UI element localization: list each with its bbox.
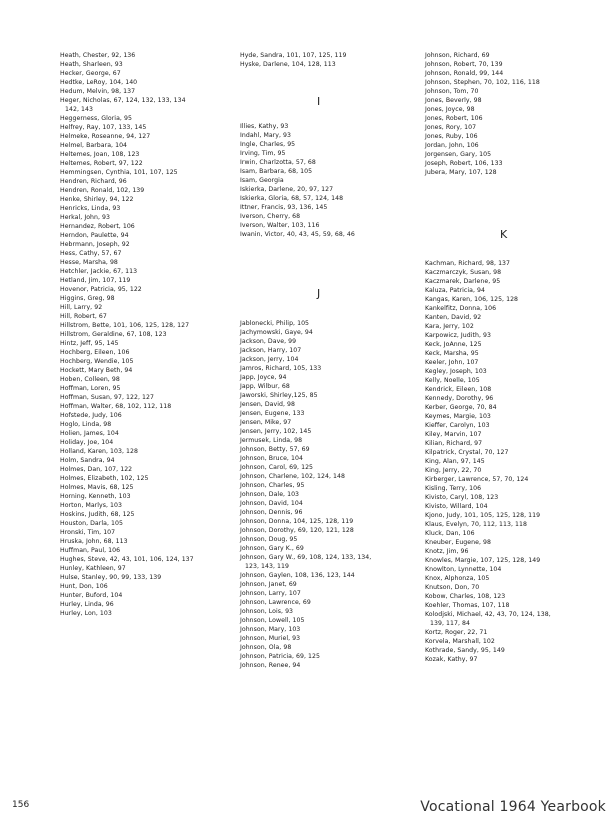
index-entry: Jachymowski, Gaye, 94 bbox=[240, 329, 313, 336]
index-entry: Kobow, Charles, 108, 123 bbox=[425, 593, 506, 600]
index-entry: Johnson, Patricia, 69, 125 bbox=[240, 653, 321, 660]
index-entry: Jensen, David, 98 bbox=[240, 401, 295, 408]
index-entry: Jones, Beverly, 98 bbox=[425, 97, 482, 104]
index-entry: Kerber, George, 70, 84 bbox=[425, 404, 497, 411]
index-entry: Herndon, Paulette, 94 bbox=[60, 232, 129, 239]
index-entry: Johnson, Ola, 98 bbox=[240, 644, 292, 651]
index-entry: Kneuber, Eugene, 98 bbox=[425, 539, 491, 546]
index-entry: Holmes, Dan, 107, 122 bbox=[60, 466, 133, 473]
index-entry: Helmel, Barbara, 104 bbox=[60, 142, 128, 149]
index-entry: Jordan, John, 106 bbox=[425, 142, 479, 149]
index-entry: Knox, Alphonza, 105 bbox=[425, 575, 490, 582]
index-entry: Jones, Rory, 107 bbox=[425, 124, 477, 131]
index-entry: Kegley, Joseph, 103 bbox=[425, 368, 487, 375]
index-entry: Johnson, Renee, 94 bbox=[240, 662, 301, 669]
index-entry: Kiley, Marvin, 107 bbox=[425, 431, 482, 438]
index-entry: Hoffman, Loren, 95 bbox=[60, 385, 121, 392]
index-entry: Kivisto, Willard, 104 bbox=[425, 503, 488, 510]
index-entry: Kisling, Terry, 106 bbox=[425, 485, 482, 492]
section-letter: J bbox=[317, 287, 321, 300]
index-entry: Johnson, Bruce, 104 bbox=[240, 455, 303, 462]
index-entry: Kolodjski, Michael, 42, 43, 70, 124, 138, 139, 117, 84 bbox=[425, 611, 551, 627]
index-entry: Indahl, Mary, 93 bbox=[240, 132, 291, 139]
section-letter: K bbox=[500, 228, 508, 241]
index-entry: Jablonecki, Philip, 105 bbox=[240, 320, 310, 327]
index-entry: Hintz, Jeff, 95, 145 bbox=[60, 340, 119, 347]
index-entry: Johnson, Betty, 57, 69 bbox=[240, 446, 310, 453]
index-entry: Hronski, Tim, 107 bbox=[60, 529, 116, 536]
index-entry: Heltemes, Joan, 108, 123 bbox=[60, 151, 140, 158]
index-entry: Johnson, Carol, 69, 125 bbox=[240, 464, 314, 471]
index-entry: Kendrick, Eileen, 108 bbox=[425, 386, 492, 393]
index-entry: Keck, JoAnne, 125 bbox=[425, 341, 482, 348]
index-entry: Heath, Chester, 92, 136 bbox=[60, 52, 136, 59]
index-entry: Jensen, Mike, 97 bbox=[240, 419, 292, 426]
index-entry: Jensen, Eugene, 133 bbox=[240, 410, 305, 417]
index-entry: Hillstrom, Bette, 101, 106, 125, 128, 127 bbox=[60, 322, 190, 329]
index-entry: Kennedy, Dorothy, 96 bbox=[425, 395, 494, 402]
index-entry: Jamros, Richard, 105, 133 bbox=[240, 365, 322, 372]
index-entry: Hochberg, Eileen, 106 bbox=[60, 349, 130, 356]
index-entry: Keeler, John, 107 bbox=[425, 359, 479, 366]
index-entry: Hesse, Marsha, 98 bbox=[60, 259, 118, 266]
index-entry: Kachman, Richard, 98, 137 bbox=[425, 260, 511, 267]
index-entry: Kieffer, Carolyn, 103 bbox=[425, 422, 490, 429]
index-entry: Isam, Barbara, 68, 105 bbox=[240, 168, 313, 175]
index-entry: Koehler, Thomas, 107, 118 bbox=[425, 602, 510, 609]
index-entry: King, Jerry, 22, 70 bbox=[425, 467, 482, 474]
index-entry: Kelly, Noelle, 105 bbox=[425, 377, 480, 384]
index-entry: Hockett, Mary Beth, 94 bbox=[60, 367, 133, 374]
index-entry: Hyde, Sandra, 101, 107, 125, 119 bbox=[240, 52, 347, 59]
index-entry: Johnson, Doug, 95 bbox=[240, 536, 298, 543]
index-entry: Kankelfitz, Donna, 106 bbox=[425, 305, 497, 312]
index-entry: Johnson, Muriel, 93 bbox=[240, 635, 301, 642]
index-entry-continuation: 139, 117, 84 bbox=[430, 620, 470, 627]
index-entry: Johnson, Charlene, 102, 124, 148 bbox=[240, 473, 345, 480]
index-entry: Kaczmarek, Darlene, 95 bbox=[425, 278, 501, 285]
index-entry: Irving, Tim, 95 bbox=[240, 150, 286, 157]
index-entry: Johnson, David, 104 bbox=[240, 500, 303, 507]
index-entry: Horning, Kenneth, 103 bbox=[60, 493, 131, 500]
index-entry: Hecker, George, 67 bbox=[60, 70, 121, 77]
index-entry: Kilian, Richard, 97 bbox=[425, 440, 483, 447]
index-entry: King, Alan, 97, 145 bbox=[425, 458, 485, 465]
index-entry: Knowles, Margie, 107, 125, 128, 149 bbox=[425, 557, 541, 564]
section-letter: I bbox=[317, 95, 321, 108]
index-entry: Knutson, Don, 70 bbox=[425, 584, 480, 591]
index-entry: Johnson, Lawrence, 69 bbox=[240, 599, 311, 606]
index-entry: Knotz, Jim, 96 bbox=[425, 548, 469, 555]
index-entry: Hedtke, LeRoy, 104, 140 bbox=[60, 79, 138, 86]
index-entry: Hoffman, Susan, 97, 122, 127 bbox=[60, 394, 154, 401]
index-entry: Hunley, Kathleen, 97 bbox=[60, 565, 126, 572]
index-entry: Hill, Robert, 67 bbox=[60, 313, 107, 320]
index-entry: Jubera, Mary, 107, 128 bbox=[425, 169, 497, 176]
index-entry: Henke, Shirley, 94, 122 bbox=[60, 196, 134, 203]
index-entry: Johnson, Gary K., 69 bbox=[240, 545, 304, 552]
index-entry: Ingle, Charles, 95 bbox=[240, 141, 296, 148]
index-entry: Kara, Jerry, 102 bbox=[425, 323, 474, 330]
index-entry: Johnson, Tom, 70 bbox=[425, 88, 479, 95]
index-entry: Hemmingsen, Cynthia, 101, 107, 125 bbox=[60, 169, 178, 176]
index-entry: Kothrade, Sandy, 95, 149 bbox=[425, 647, 505, 654]
index-entry: Hochberg, Wendie, 105 bbox=[60, 358, 134, 365]
index-entry: Kaluza, Patricia, 94 bbox=[425, 287, 486, 294]
index-entry: Hurley, Linda, 96 bbox=[60, 601, 114, 608]
index-entry: Karpowicz, Judith, 93 bbox=[425, 332, 491, 339]
index-entry: Johnson, Ronald, 99, 144 bbox=[425, 70, 504, 77]
index-entry: Johnson, Richard, 69 bbox=[425, 52, 490, 59]
index-entry: Jorgensen, Gary, 105 bbox=[425, 151, 492, 158]
index-entry: Hedum, Melvin, 98, 137 bbox=[60, 88, 136, 95]
index-entry: Kivisto, Caryl, 108, 123 bbox=[425, 494, 499, 501]
index-entry: Hill, Larry, 92 bbox=[60, 304, 103, 311]
index-entry: Kangas, Karen, 106, 125, 128 bbox=[425, 296, 519, 303]
index-entry: Johnson, Gaylen, 108, 136, 123, 144 bbox=[240, 572, 355, 579]
index-entry: Holmes, Elizabeth, 102, 125 bbox=[60, 475, 149, 482]
index-entry: Iskierka, Darlene, 20, 97, 127 bbox=[240, 186, 334, 193]
index-entry: Horton, Marlys, 103 bbox=[60, 502, 123, 509]
index-entry: Holiday, Joe, 104 bbox=[60, 439, 114, 446]
index-entry: Henricks, Linda, 93 bbox=[60, 205, 121, 212]
index-entry: Hulse, Stanley, 90, 99, 133, 139 bbox=[60, 574, 162, 581]
index-entry: Jones, Ruby, 106 bbox=[425, 133, 478, 140]
index-entry: Heath, Sharleen, 93 bbox=[60, 61, 123, 68]
index-entry: Hofstede, Judy, 106 bbox=[60, 412, 122, 419]
index-entry: Jackson, Harry, 107 bbox=[240, 347, 302, 354]
index-entry: Hoffman, Walter, 68, 102, 112, 118 bbox=[60, 403, 172, 410]
index-entry: Johnson, Lois, 93 bbox=[240, 608, 294, 615]
index-entry: Johnson, Larry, 107 bbox=[240, 590, 301, 597]
index-entry: Herkal, John, 93 bbox=[60, 214, 110, 221]
index-entry: Holien, James, 104 bbox=[60, 430, 119, 437]
index-entry: Johnson, Donna, 104, 125, 128, 119 bbox=[240, 518, 354, 525]
index-entry: Huffman, Paul, 106 bbox=[60, 547, 121, 554]
index-entry: Heggerness, Gloria, 95 bbox=[60, 115, 132, 122]
page-number: 156 bbox=[12, 800, 30, 810]
index-entry: Irwin, Charlzotta, 57, 68 bbox=[240, 159, 316, 166]
index-entry: Hyske, Darlene, 104, 128, 113 bbox=[240, 61, 336, 68]
index-entry: Hunter, Buford, 104 bbox=[60, 592, 123, 599]
index-entry: Houston, Darla, 105 bbox=[60, 520, 123, 527]
index-entry: Knowlton, Lynnette, 104 bbox=[425, 566, 502, 573]
index-entry: Hunt, Don, 106 bbox=[60, 583, 108, 590]
index-entry: Johnson, Robert, 70, 139 bbox=[425, 61, 503, 68]
index-entry: Keck, Marsha, 95 bbox=[425, 350, 479, 357]
index-entry: Jones, Robert, 106 bbox=[425, 115, 483, 122]
index-entry: Heltemes, Robert, 97, 122 bbox=[60, 160, 143, 167]
index-entry: Jensen, Jerry, 102, 145 bbox=[240, 428, 312, 435]
index-entry: Kozak, Kathy, 97 bbox=[425, 656, 478, 663]
index-entry: Illies, Kathy, 93 bbox=[240, 123, 289, 130]
index-entry: Kaczmarczyk, Susan, 98 bbox=[425, 269, 502, 276]
watermark: Vocational 1964 Yearbook bbox=[420, 799, 606, 815]
index-entry: Jackson, Dave, 99 bbox=[240, 338, 297, 345]
index-entry: Kluck, Dan, 106 bbox=[425, 530, 475, 537]
index-entry: Keymes, Margie, 103 bbox=[425, 413, 491, 420]
index-entry: Johnson, Lowell, 105 bbox=[240, 617, 305, 624]
index-entry: Kanten, David, 92 bbox=[425, 314, 482, 321]
index-entry: Hruska, John, 68, 113 bbox=[60, 538, 128, 545]
index-entry: Kilpatrick, Crystal, 70, 127 bbox=[425, 449, 509, 456]
index-entry: Kirberger, Lawrence, 57, 70, 124 bbox=[425, 476, 529, 483]
index-entry-continuation: 123, 143, 119 bbox=[245, 563, 289, 570]
index-entry: Hovenor, Patricia, 95, 122 bbox=[60, 286, 142, 293]
index-entry: Ittner, Francis, 93, 136, 145 bbox=[240, 204, 328, 211]
index-entry: Hetland, Jim, 107, 119 bbox=[60, 277, 131, 284]
index-entry: Japp, Wilbur, 68 bbox=[240, 383, 290, 390]
index-entry-continuation: 142, 143 bbox=[65, 106, 93, 113]
index-entry: Holland, Karen, 103, 128 bbox=[60, 448, 139, 455]
index-entry: Hebrmann, Joseph, 92 bbox=[60, 241, 130, 248]
index-entry: Hess, Cathy, 57, 67 bbox=[60, 250, 122, 257]
index-entry: Hetchler, Jackie, 67, 113 bbox=[60, 268, 138, 275]
index-entry: Iverson, Walter, 103, 116 bbox=[240, 222, 320, 229]
index-entry: Kjono, Judy, 101, 105, 125, 128, 119 bbox=[425, 512, 541, 519]
index-entry: Hughes, Steve, 42, 43, 101, 106, 124, 137 bbox=[60, 556, 194, 563]
index-entry: Hillstrom, Geraldine, 67, 108, 123 bbox=[60, 331, 167, 338]
index-entry: Korvela, Marshall, 102 bbox=[425, 638, 495, 645]
index-entry: Iverson, Cherry, 68 bbox=[240, 213, 301, 220]
index-entry: Helmeke, Roseanne, 94, 127 bbox=[60, 133, 151, 140]
index-entry: Johnson, Stephen, 70, 102, 116, 118 bbox=[425, 79, 540, 86]
index-entry: Johnson, Dorothy, 69, 120, 121, 128 bbox=[240, 527, 354, 534]
index-entry: Jermusek, Linda, 98 bbox=[240, 437, 303, 444]
index-entry: Holmes, Mavis, 68, 125 bbox=[60, 484, 134, 491]
index-entry: Isam, Georgia bbox=[240, 177, 284, 184]
index-entry: Johnson, Janet, 69 bbox=[240, 581, 297, 588]
index-entry: Kortz, Roger, 22, 71 bbox=[425, 629, 488, 636]
index-entry: Johnson, Dale, 103 bbox=[240, 491, 300, 498]
index-entry: Holm, Sandra, 94 bbox=[60, 457, 115, 464]
index-entry: Johnson, Gary W., 69, 108, 124, 133, 134, 123, 143, 119 bbox=[240, 554, 372, 570]
index-entry: Iwanin, Victor, 40, 43, 45, 59, 68, 46 bbox=[240, 231, 355, 238]
index-entry: Johnson, Mary, 103 bbox=[240, 626, 301, 633]
index-entry: Japp, Joyce, 94 bbox=[240, 374, 287, 381]
index-entry: Klaus, Evelyn, 70, 112, 113, 118 bbox=[425, 521, 527, 528]
index-entry: Jones, Joyce, 98 bbox=[425, 106, 475, 113]
index-entry: Hoben, Colleen, 98 bbox=[60, 376, 120, 383]
index-entry: Johnson, Dennis, 96 bbox=[240, 509, 303, 516]
index-entry: Hurley, Lon, 103 bbox=[60, 610, 112, 617]
index-entry: Iskierka, Gloria, 68, 57, 124, 148 bbox=[240, 195, 344, 202]
index-entry: Jackson, Jerry, 104 bbox=[240, 356, 299, 363]
index-entry: Jaworski, Shirley,125, 85 bbox=[240, 392, 318, 399]
index-entry: Hendren, Richard, 96 bbox=[60, 178, 127, 185]
index-entry: Heger, Nicholas, 67, 124, 132, 133, 134 142, 143 bbox=[60, 97, 186, 113]
index-entry: Hendren, Ronald, 102, 139 bbox=[60, 187, 145, 194]
index-entry: Hoglo, Linda, 98 bbox=[60, 421, 112, 428]
index-entry: Johnson, Charles, 95 bbox=[240, 482, 305, 489]
index-entry: Hernandez, Robert, 106 bbox=[60, 223, 135, 230]
index-entry: Helfrey, Ray, 107, 133, 145 bbox=[60, 124, 147, 131]
index-entry: Higgins, Greg, 98 bbox=[60, 295, 115, 302]
index-entry: Hoskins, Judith, 68, 125 bbox=[60, 511, 135, 518]
index-entry: Joseph, Robert, 106, 133 bbox=[425, 160, 503, 167]
